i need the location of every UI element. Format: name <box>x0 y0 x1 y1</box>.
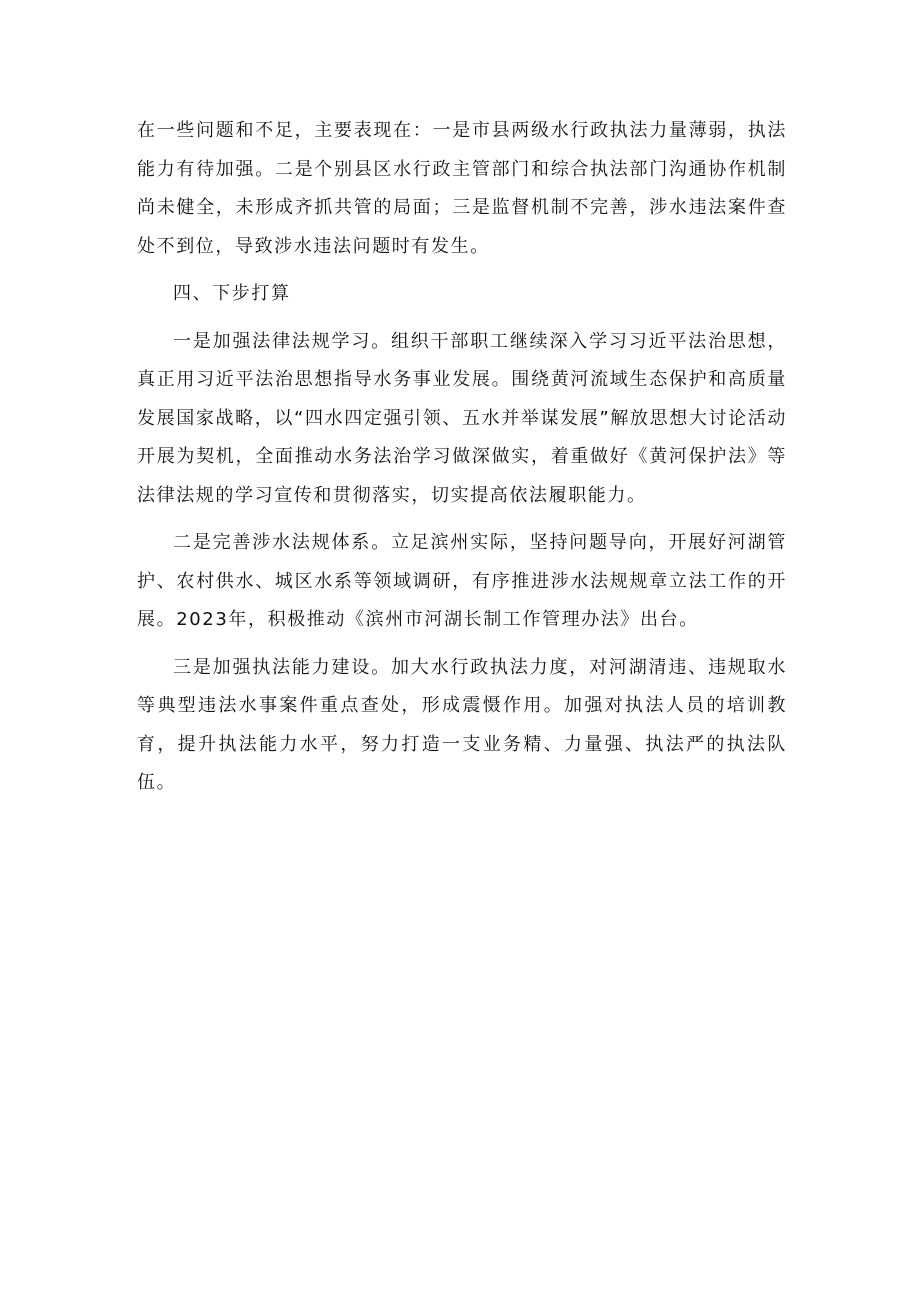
paragraph-law-study: 一是加强法律法规学习。组织干部职工继续深入学习习近平法治思想，真正用习近平法治思想指导水务事业发展。围绕黄河流域生态保护和高质量发展国家战略，以“四水四定强引领、五水并举谋发展”解放思想大讨论活动开展为契机，全面推动水务法治学习做深做实，着重做好《黄河保护法》等法律法规的学习宣传和贯彻落实，切实提高依法履职能力。 <box>137 330 787 506</box>
document-body <box>137 112 787 812</box>
section-heading-next-steps: 四、下步打算 <box>173 283 291 304</box>
paragraph-problems: 在一些问题和不足，主要表现在：一是市县两级水行政执法力量薄弱，执法能力有待加强。二是个别县区水行政主管部门和综合执法部门沟通协作机制尚未健全，未形成齐抓共管的局面；三是监督机制不完善，涉水违法案件查处不到位，导致涉水违法问题时有发生。 <box>137 120 787 257</box>
paragraph-enforcement-capacity: 三是加强执法能力建设。加大水行政执法力度，对河湖清违、违规取水等典型违法水事案件重点查处，形成震慑作用。加强对执法人员的培训教育，提升执法能力水平，努力打造一支业务精、力量强、执法严的执法队伍。 <box>137 656 787 793</box>
paragraph-regulation-system: 二是完善涉水法规体系。立足滨州实际，坚持问题导向，开展好河湖管护、农村供水、城区水系等领域调研，有序推进涉水法规规章立法工作的开展。2023年，积极推动《滨州市河湖长制工作管理办法》出台。 <box>137 532 787 630</box>
